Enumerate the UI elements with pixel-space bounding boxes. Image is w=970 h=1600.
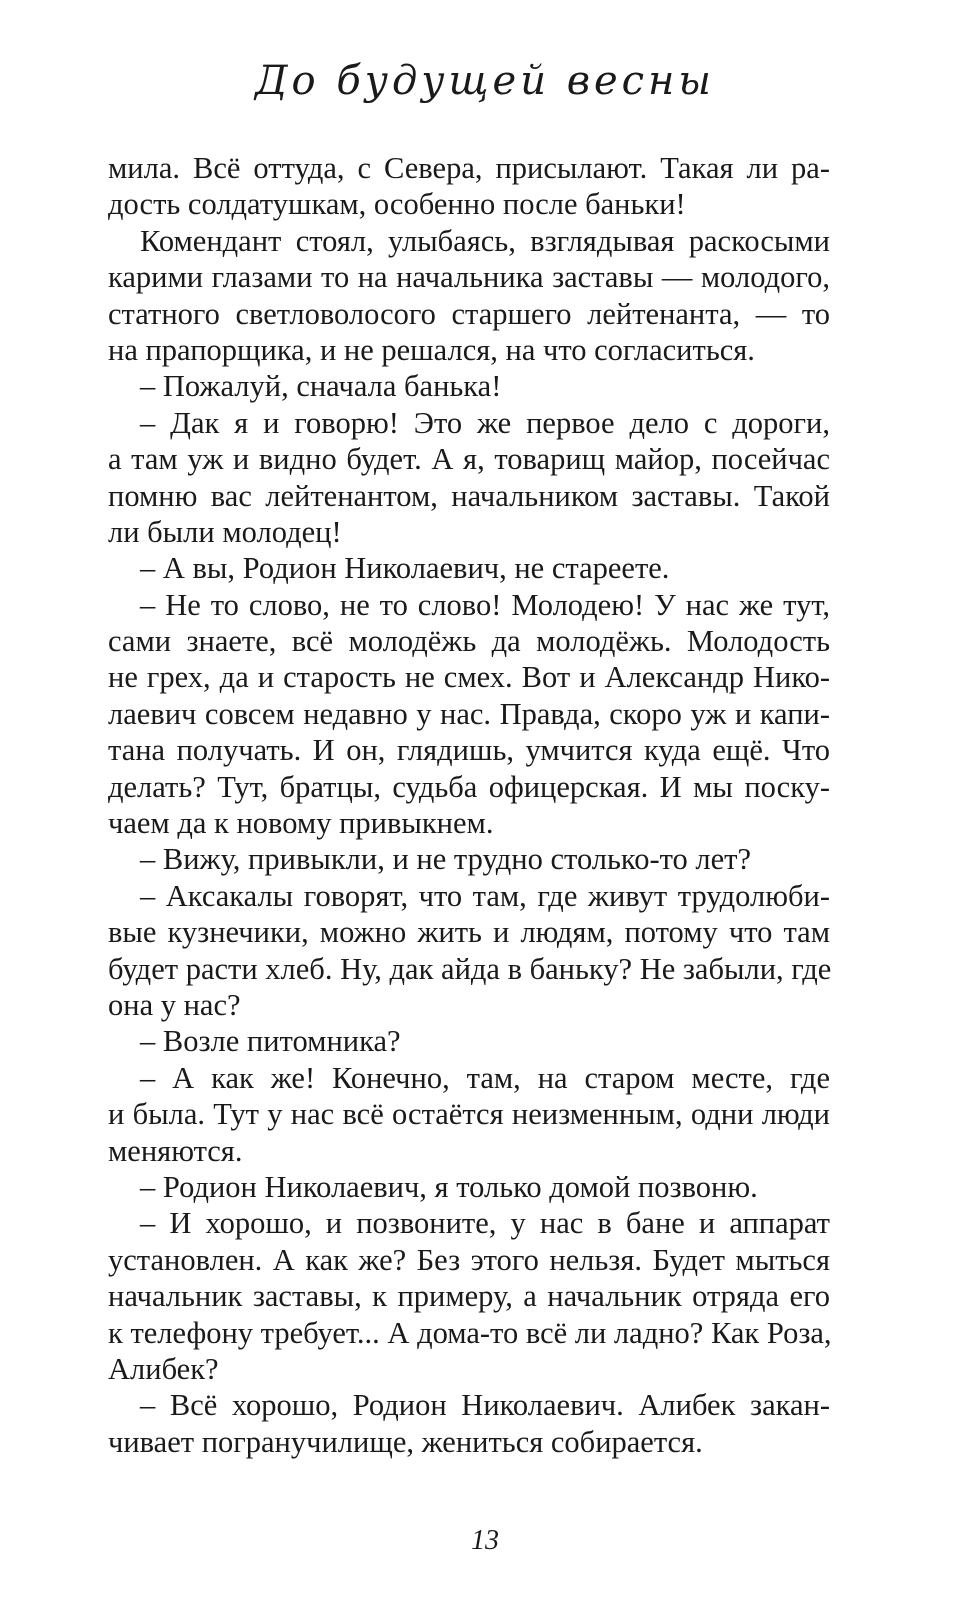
- text-line: чаем да к новому привыкнем.: [108, 806, 494, 841]
- text-line: дость солдатушкам, особенно после баньки!: [108, 187, 686, 222]
- text-line: – Не то слово, не то слово! Молодею! У нас же тут,: [140, 587, 830, 622]
- text-line: – Возле питомника?: [140, 1024, 401, 1059]
- text-line: лаевич совсем недавно у нас. Правда, скоро уж и капи-: [108, 696, 830, 731]
- text-line: установлен. А как же? Без этого нельзя. Будет мыться: [108, 1242, 830, 1277]
- text-line: – Родион Николаевич, я только домой позвоню.: [140, 1169, 758, 1204]
- body-text: [108, 150, 830, 1460]
- text-line: вые кузнечики, можно жить и людям, потому что там: [108, 915, 830, 950]
- text-line: сами знаете, всё молодёжь да молодёжь. Молодость: [108, 624, 830, 659]
- text-line: – А как же! Конечно, там, на старом месте, где: [140, 1060, 830, 1095]
- text-line: – Дак я и говорю! Это же первое дело с дороги,: [140, 405, 830, 440]
- text-line: мила. Всё оттуда, с Севера, присылают. Такая ли ра-: [108, 151, 830, 185]
- text-line: к телефону требует... А дома-то всё ли ладно? Как Роза,: [108, 1315, 832, 1350]
- text-line: карими глазами то на начальника заставы — молодого,: [108, 260, 830, 295]
- text-line: ли были молодец!: [108, 514, 342, 549]
- text-line: статного светловолосого старшего лейтенанта, — то: [108, 296, 830, 331]
- text-line: – Аксакалы говорят, что там, где живут трудолюби-: [140, 878, 830, 913]
- text-line: меняются.: [108, 1133, 243, 1168]
- page-number: 13: [471, 1525, 499, 1556]
- text-line: и была. Тут у нас всё остаётся неизменным, одни люди: [108, 1097, 830, 1132]
- text-line: Алибек?: [108, 1351, 219, 1386]
- text-line: Комендант стоял, улыбаясь, взглядывая раскосыми: [140, 223, 830, 258]
- text-line: начальник заставы, к примеру, а начальник отряда его: [108, 1279, 830, 1314]
- text-line: – Пожалуй, сначала банька!: [140, 369, 502, 404]
- text-line: тана получать. И он, глядишь, умчится куда ещё. Что: [108, 733, 830, 768]
- text-line: чивает погранучилище, жениться собирается.: [108, 1424, 703, 1459]
- text-line: – И хорошо, и позвоните, у нас в бане и аппарат: [140, 1206, 830, 1241]
- running-title: До будущей весны: [255, 58, 715, 104]
- text-line: помню вас лейтенантом, начальником заставы. Такой: [108, 478, 830, 513]
- text-line: на прапорщика, и не решался, на что согласиться.: [108, 332, 755, 367]
- text-line: – А вы, Родион Николаевич, не стареете.: [140, 551, 670, 586]
- text-line: – Вижу, привыкли, и не трудно столько-то лет?: [140, 842, 752, 877]
- text-line: делать? Тут, братцы, судьба офицерская. И мы поску-: [108, 769, 830, 804]
- text-line: а там уж и видно будет. А я, товарищ майор, посейчас: [108, 442, 830, 477]
- text-line: – Всё хорошо, Родион Николаевич. Алибек закан-: [140, 1388, 830, 1423]
- text-line: она у нас?: [108, 987, 241, 1022]
- text-line: будет расти хлеб. Ну, дак айда в баньку? Не забыли, где: [108, 951, 832, 986]
- text-line: не грех, да и старость не смех. Вот и Александр Нико-: [108, 660, 830, 695]
